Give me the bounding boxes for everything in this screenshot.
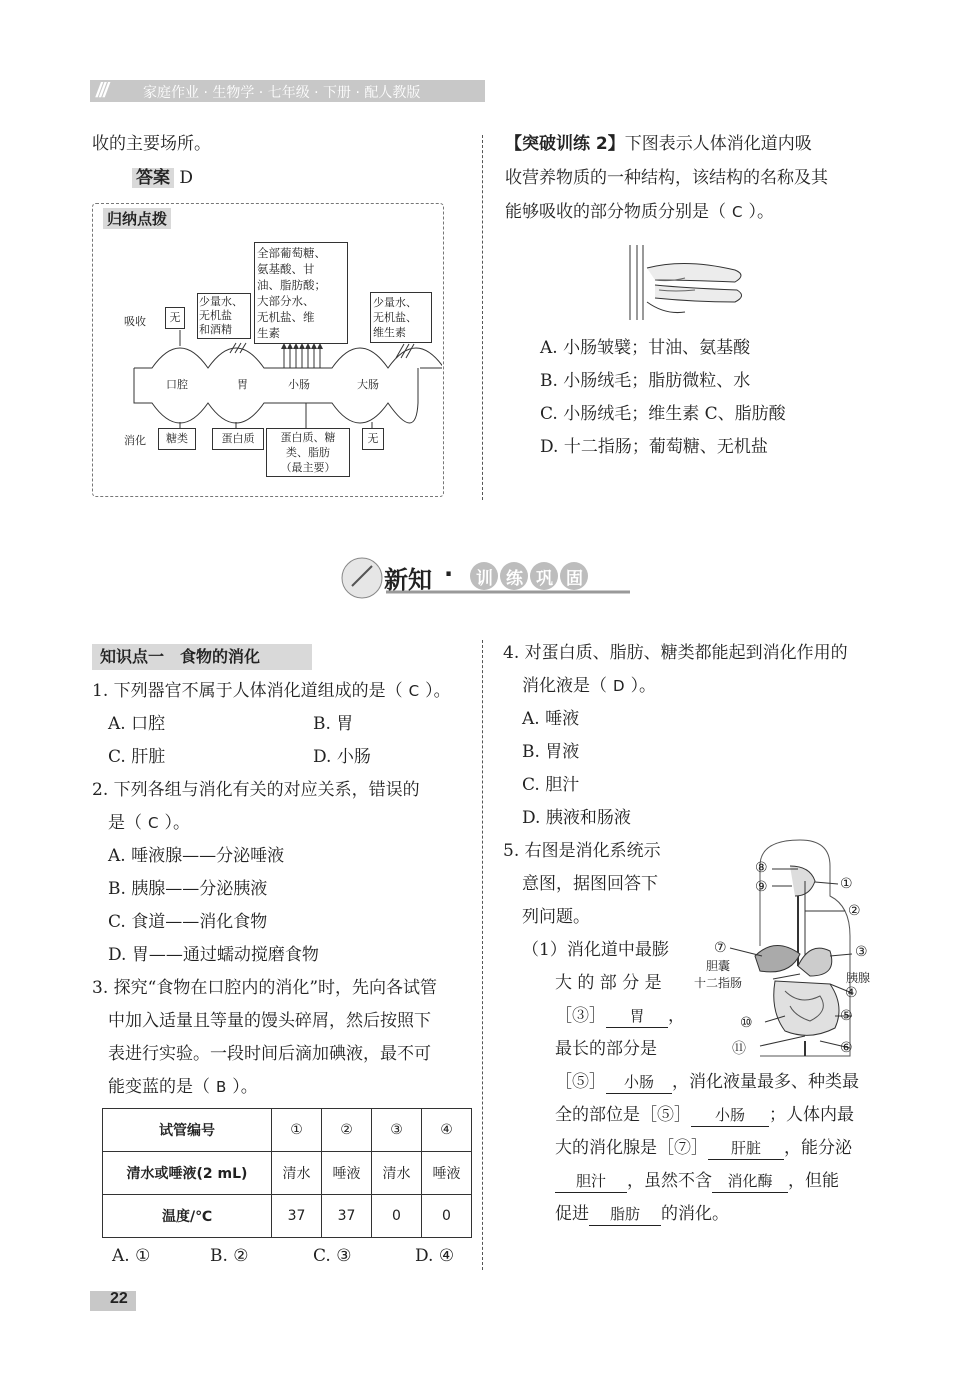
fig-label-11: ⑪ bbox=[732, 1041, 746, 1057]
fig-label-duodenum: 十二指肠 bbox=[694, 976, 743, 990]
table-cell: 0 bbox=[372, 1195, 422, 1238]
q5-sub1-f bbox=[555, 1099, 854, 1132]
table-header-cell: ① bbox=[272, 1109, 322, 1152]
breakthrough-line3-pre: 能够吸收的部分物质分别是（ bbox=[505, 202, 726, 222]
villi-figure bbox=[625, 240, 750, 325]
q5-sub1-h-post: ，但能 bbox=[788, 1171, 839, 1191]
q5-sub1-d: 最长的部分是 bbox=[555, 1039, 657, 1059]
absorb-small-line: 油、脂肪酸； bbox=[257, 278, 326, 292]
q1-option-d: D. 小肠 bbox=[313, 747, 371, 767]
digest-small-line: 蛋白质、糖 bbox=[280, 431, 336, 444]
q5-sub1-h bbox=[555, 1165, 839, 1198]
q2-option-c: C. 食道——消化食物 bbox=[108, 912, 268, 932]
digest-small-line: （最主要） bbox=[280, 461, 336, 474]
q5-sub1-e-post: ，消化液量最多、种类最 bbox=[672, 1072, 859, 1092]
table-header-cell: ④ bbox=[422, 1109, 472, 1152]
breakthrough-answer: C bbox=[732, 203, 743, 221]
q5-sub1-i-post: 的消化。 bbox=[661, 1204, 729, 1224]
q4-option-a: A. 唾液 bbox=[522, 709, 580, 729]
q2-stem2-pre: 是（ bbox=[108, 813, 142, 833]
breakthrough-option-c: C. 小肠绒毛；维生素 C、脂肪酸 bbox=[540, 404, 786, 424]
section-title-char: 训 bbox=[476, 569, 493, 589]
table-cell: 唾液 bbox=[422, 1152, 472, 1195]
organ-stomach: 胃 bbox=[237, 378, 248, 391]
q5-sub1-c bbox=[555, 1000, 685, 1033]
q5-sub1-g-pre: 大的消化腺是［⑦］ bbox=[555, 1138, 708, 1158]
q3-option-d: D. ④ bbox=[415, 1246, 455, 1266]
table-header-cell: ② bbox=[322, 1109, 372, 1152]
fig-label-2: ② bbox=[848, 903, 861, 919]
digest-large-box: 无 bbox=[362, 428, 384, 450]
q5-stem3: 列问题。 bbox=[522, 907, 590, 927]
digest-stomach-box: 蛋白质 bbox=[212, 428, 264, 450]
q1-option-b: B. 胃 bbox=[313, 714, 354, 734]
q2-stem2-post: ）。 bbox=[164, 813, 190, 833]
absorb-large-line: 无机盐、 bbox=[373, 311, 417, 324]
summary-title: 归纳点拨 bbox=[103, 208, 171, 229]
q3-stem4-pre: 能变蓝的是（ bbox=[108, 1077, 210, 1097]
section-title-char: 固 bbox=[566, 569, 583, 589]
fig-label-10: ⑩ bbox=[740, 1015, 753, 1031]
answer-blank-notcontain[interactable]: 消化酶 bbox=[712, 1170, 788, 1193]
organ-large-intestine: 大肠 bbox=[357, 378, 379, 391]
q4-stem1: 4. 对蛋白质、脂肪、糖类都能起到消化作用的 bbox=[503, 643, 848, 663]
q4-stem2-post: ）。 bbox=[630, 676, 657, 696]
breakthrough-option-d: D. 十二指肠；葡萄糖、无机盐 bbox=[540, 437, 768, 457]
breakthrough-option-a: A. 小肠皱襞；甘油、氨基酸 bbox=[540, 338, 751, 358]
q3-stem1: 3. 探究“食物在口腔内的消化”时，先向各试管 bbox=[92, 978, 438, 998]
fig-label-1: ① bbox=[840, 876, 853, 892]
absorb-stomach-box bbox=[197, 293, 251, 339]
q3-stem2: 中加入适量且等量的馒头碎屑，然后按照下 bbox=[108, 1011, 431, 1031]
table-row bbox=[103, 1152, 472, 1195]
tract-top bbox=[134, 348, 442, 368]
table-cell: 清水 bbox=[272, 1152, 322, 1195]
table-cell: 37 bbox=[272, 1195, 322, 1238]
fig-label-7: ⑦ bbox=[714, 940, 727, 956]
q5-sub1-e bbox=[555, 1066, 859, 1099]
header-slash-icon: /// bbox=[96, 80, 107, 102]
breakthrough-line3-post: ）。 bbox=[748, 202, 774, 222]
table-header-cell: ③ bbox=[372, 1109, 422, 1152]
digest-label: 消化 bbox=[124, 434, 146, 447]
answer-blank-gland[interactable]: 肝脏 bbox=[708, 1137, 784, 1160]
q3-option-b: B. ② bbox=[210, 1246, 249, 1266]
absorb-small-box bbox=[254, 242, 348, 344]
answer-blank-promote[interactable]: 脂肪 bbox=[589, 1203, 661, 1226]
q5-stem2: 意图，据图回答下 bbox=[522, 874, 658, 894]
table-header-cell: 试管编号 bbox=[103, 1109, 272, 1152]
answer-blank-most[interactable]: 小肠 bbox=[691, 1104, 769, 1127]
q5-sub1-i-pre: 促进 bbox=[555, 1204, 589, 1224]
q5-stem1: 5. 右图是消化系统示 bbox=[503, 841, 661, 861]
q4-answer: D bbox=[613, 677, 625, 695]
column-divider-bottom bbox=[482, 640, 483, 1270]
breakthrough-line1 bbox=[505, 128, 812, 161]
section-title-main: 新知 bbox=[384, 566, 432, 594]
section-title-char: 练 bbox=[506, 569, 523, 589]
answer-row bbox=[132, 162, 193, 195]
q2-option-b: B. 胰腺——分泌胰液 bbox=[108, 879, 268, 899]
q1-option-a: A. 口腔 bbox=[108, 714, 166, 734]
q5-sub1-h-mid: ，虽然不含 bbox=[627, 1171, 712, 1191]
q5-sub1-g-post: ，能分泌 bbox=[784, 1138, 852, 1158]
absorb-small-line: 无机盐、维 bbox=[257, 310, 315, 324]
q1-answer: C bbox=[408, 682, 420, 700]
table-cell: 清水 bbox=[372, 1152, 422, 1195]
absorb-stomach-line: 和酒精 bbox=[199, 323, 232, 336]
answer-label: 答案 bbox=[132, 168, 174, 188]
column-divider-top bbox=[482, 135, 483, 500]
fig-label-5: ⑤ bbox=[840, 1008, 853, 1024]
q3-stem3: 表进行实验。一段时间后滴加碘液，最不可 bbox=[108, 1044, 431, 1064]
header-title: 家庭作业 · 生物学 · 七年级 · 下册 · 配人教版 bbox=[143, 85, 421, 101]
digest-mouth-box: 糖类 bbox=[158, 428, 196, 450]
table-cell: 清水或唾液(2 mL) bbox=[103, 1152, 272, 1195]
table-cell: 37 bbox=[322, 1195, 372, 1238]
q3-stem4 bbox=[108, 1071, 258, 1104]
fig-label-gallbladder: 胆囊 bbox=[706, 959, 731, 973]
left-top-line: 收的主要场所。 bbox=[92, 134, 211, 154]
breakthrough-option-b: B. 小肠绒毛；脂肪微粒、水 bbox=[540, 371, 751, 391]
q2-stem2 bbox=[108, 807, 190, 840]
q2-option-a: A. 唾液腺——分泌唾液 bbox=[108, 846, 285, 866]
fig-label-9: ⑨ bbox=[755, 879, 768, 895]
q5-sub1-e-pre: ［⑤］ bbox=[555, 1072, 606, 1092]
answer-blank-secrete[interactable]: 胆汁 bbox=[555, 1170, 627, 1193]
absorb-stomach-line: 少量水、 bbox=[199, 295, 243, 308]
q3-answer: B bbox=[216, 1078, 227, 1096]
table-cell: 唾液 bbox=[322, 1152, 372, 1195]
fig-label-3: ③ bbox=[855, 944, 868, 960]
table-row bbox=[103, 1195, 472, 1238]
absorb-large-line: 少量水、 bbox=[373, 296, 417, 309]
q5-sub1-g bbox=[555, 1132, 852, 1165]
q4-option-d: D. 胰液和肠液 bbox=[522, 808, 631, 828]
q1-stem-pre: 1. 下列器官不属于人体消化道组成的是（ bbox=[92, 681, 403, 701]
q3-table bbox=[102, 1108, 472, 1238]
fig-label-8: ⑧ bbox=[755, 860, 768, 876]
q5-sub1-b: 大 的 部 分 是 bbox=[555, 973, 662, 993]
table-cell: 0 bbox=[422, 1195, 472, 1238]
page-number: 22 bbox=[110, 1290, 128, 1307]
q3-stem4-post: ）。 bbox=[232, 1077, 258, 1097]
organ-mouth: 口腔 bbox=[166, 378, 188, 391]
q2-stem1: 2. 下列各组与消化有关的对应关系，错误的 bbox=[92, 780, 420, 800]
absorb-large-line: 维生素 bbox=[373, 326, 406, 339]
q3-option-a: A. ① bbox=[112, 1246, 151, 1266]
breakthrough-line2: 收营养物质的一种结构，该结构的名称及其 bbox=[505, 168, 828, 188]
q5-sub1-f-pre: 全的部位是［⑤］ bbox=[555, 1105, 691, 1125]
absorb-small-line: 全部葡萄糖、 bbox=[257, 246, 326, 260]
digest-small-box bbox=[266, 428, 350, 477]
q5-sub1-f-post: ；人体内最 bbox=[769, 1105, 854, 1125]
absorb-small-line: 生素 bbox=[257, 326, 280, 340]
q5-sub1-c-pre: ［③］ bbox=[555, 1006, 606, 1026]
q5-sub1-c-post: ， bbox=[668, 1006, 685, 1026]
q4-stem2-pre: 消化液是（ bbox=[522, 676, 607, 696]
q3-option-c: C. ③ bbox=[313, 1246, 352, 1266]
digest-small-line: 类、脂肪 bbox=[286, 446, 330, 459]
q1-stem bbox=[92, 675, 451, 708]
absorb-small-line: 氨基酸、甘 bbox=[257, 262, 315, 276]
answer-blank-largest[interactable]: 胃 bbox=[606, 1005, 668, 1028]
q1-stem-post: ）。 bbox=[425, 681, 451, 701]
section-title-char: 巩 bbox=[536, 569, 553, 589]
breakthrough-tag: 【突破训练 2】 bbox=[505, 134, 625, 154]
absorb-stomach-line: 无机盐 bbox=[199, 309, 232, 322]
q2-answer: C bbox=[148, 814, 159, 832]
absorb-mouth-box: 无 bbox=[165, 307, 185, 329]
breakthrough-line3 bbox=[505, 196, 774, 229]
answer-value: D bbox=[179, 168, 194, 188]
q5-sub1-i bbox=[555, 1198, 729, 1231]
fig-label-6: ⑥ bbox=[840, 1040, 853, 1056]
answer-blank-longest[interactable]: 小肠 bbox=[606, 1071, 672, 1094]
table-cell: 温度/℃ bbox=[103, 1195, 272, 1238]
q4-option-c: C. 胆汁 bbox=[522, 775, 580, 795]
table-row bbox=[103, 1109, 472, 1152]
organ-small-intestine: 小肠 bbox=[288, 378, 310, 391]
q4-stem2 bbox=[522, 670, 656, 703]
arrows-small-intestine bbox=[284, 346, 320, 368]
breakthrough-text: 下图表示人体消化道内吸 bbox=[624, 134, 812, 154]
q5-sub1-a: （1）消化道中最膨 bbox=[522, 940, 669, 960]
fig-label-pancreas: 胰腺 bbox=[846, 971, 871, 985]
fig-label-4: ④ bbox=[845, 985, 858, 1001]
kp1-title: 知识点一 食物的消化 bbox=[92, 644, 312, 670]
absorb-label: 吸收 bbox=[124, 315, 146, 328]
q4-option-b: B. 胃液 bbox=[522, 742, 580, 762]
q1-option-c: C. 肝脏 bbox=[108, 747, 166, 767]
absorb-small-line: 大部分水、 bbox=[257, 294, 315, 308]
absorb-large-box bbox=[370, 292, 432, 343]
section-title-dot: · bbox=[444, 560, 454, 588]
q2-option-d: D. 胃——通过蠕动搅磨食物 bbox=[108, 945, 319, 965]
